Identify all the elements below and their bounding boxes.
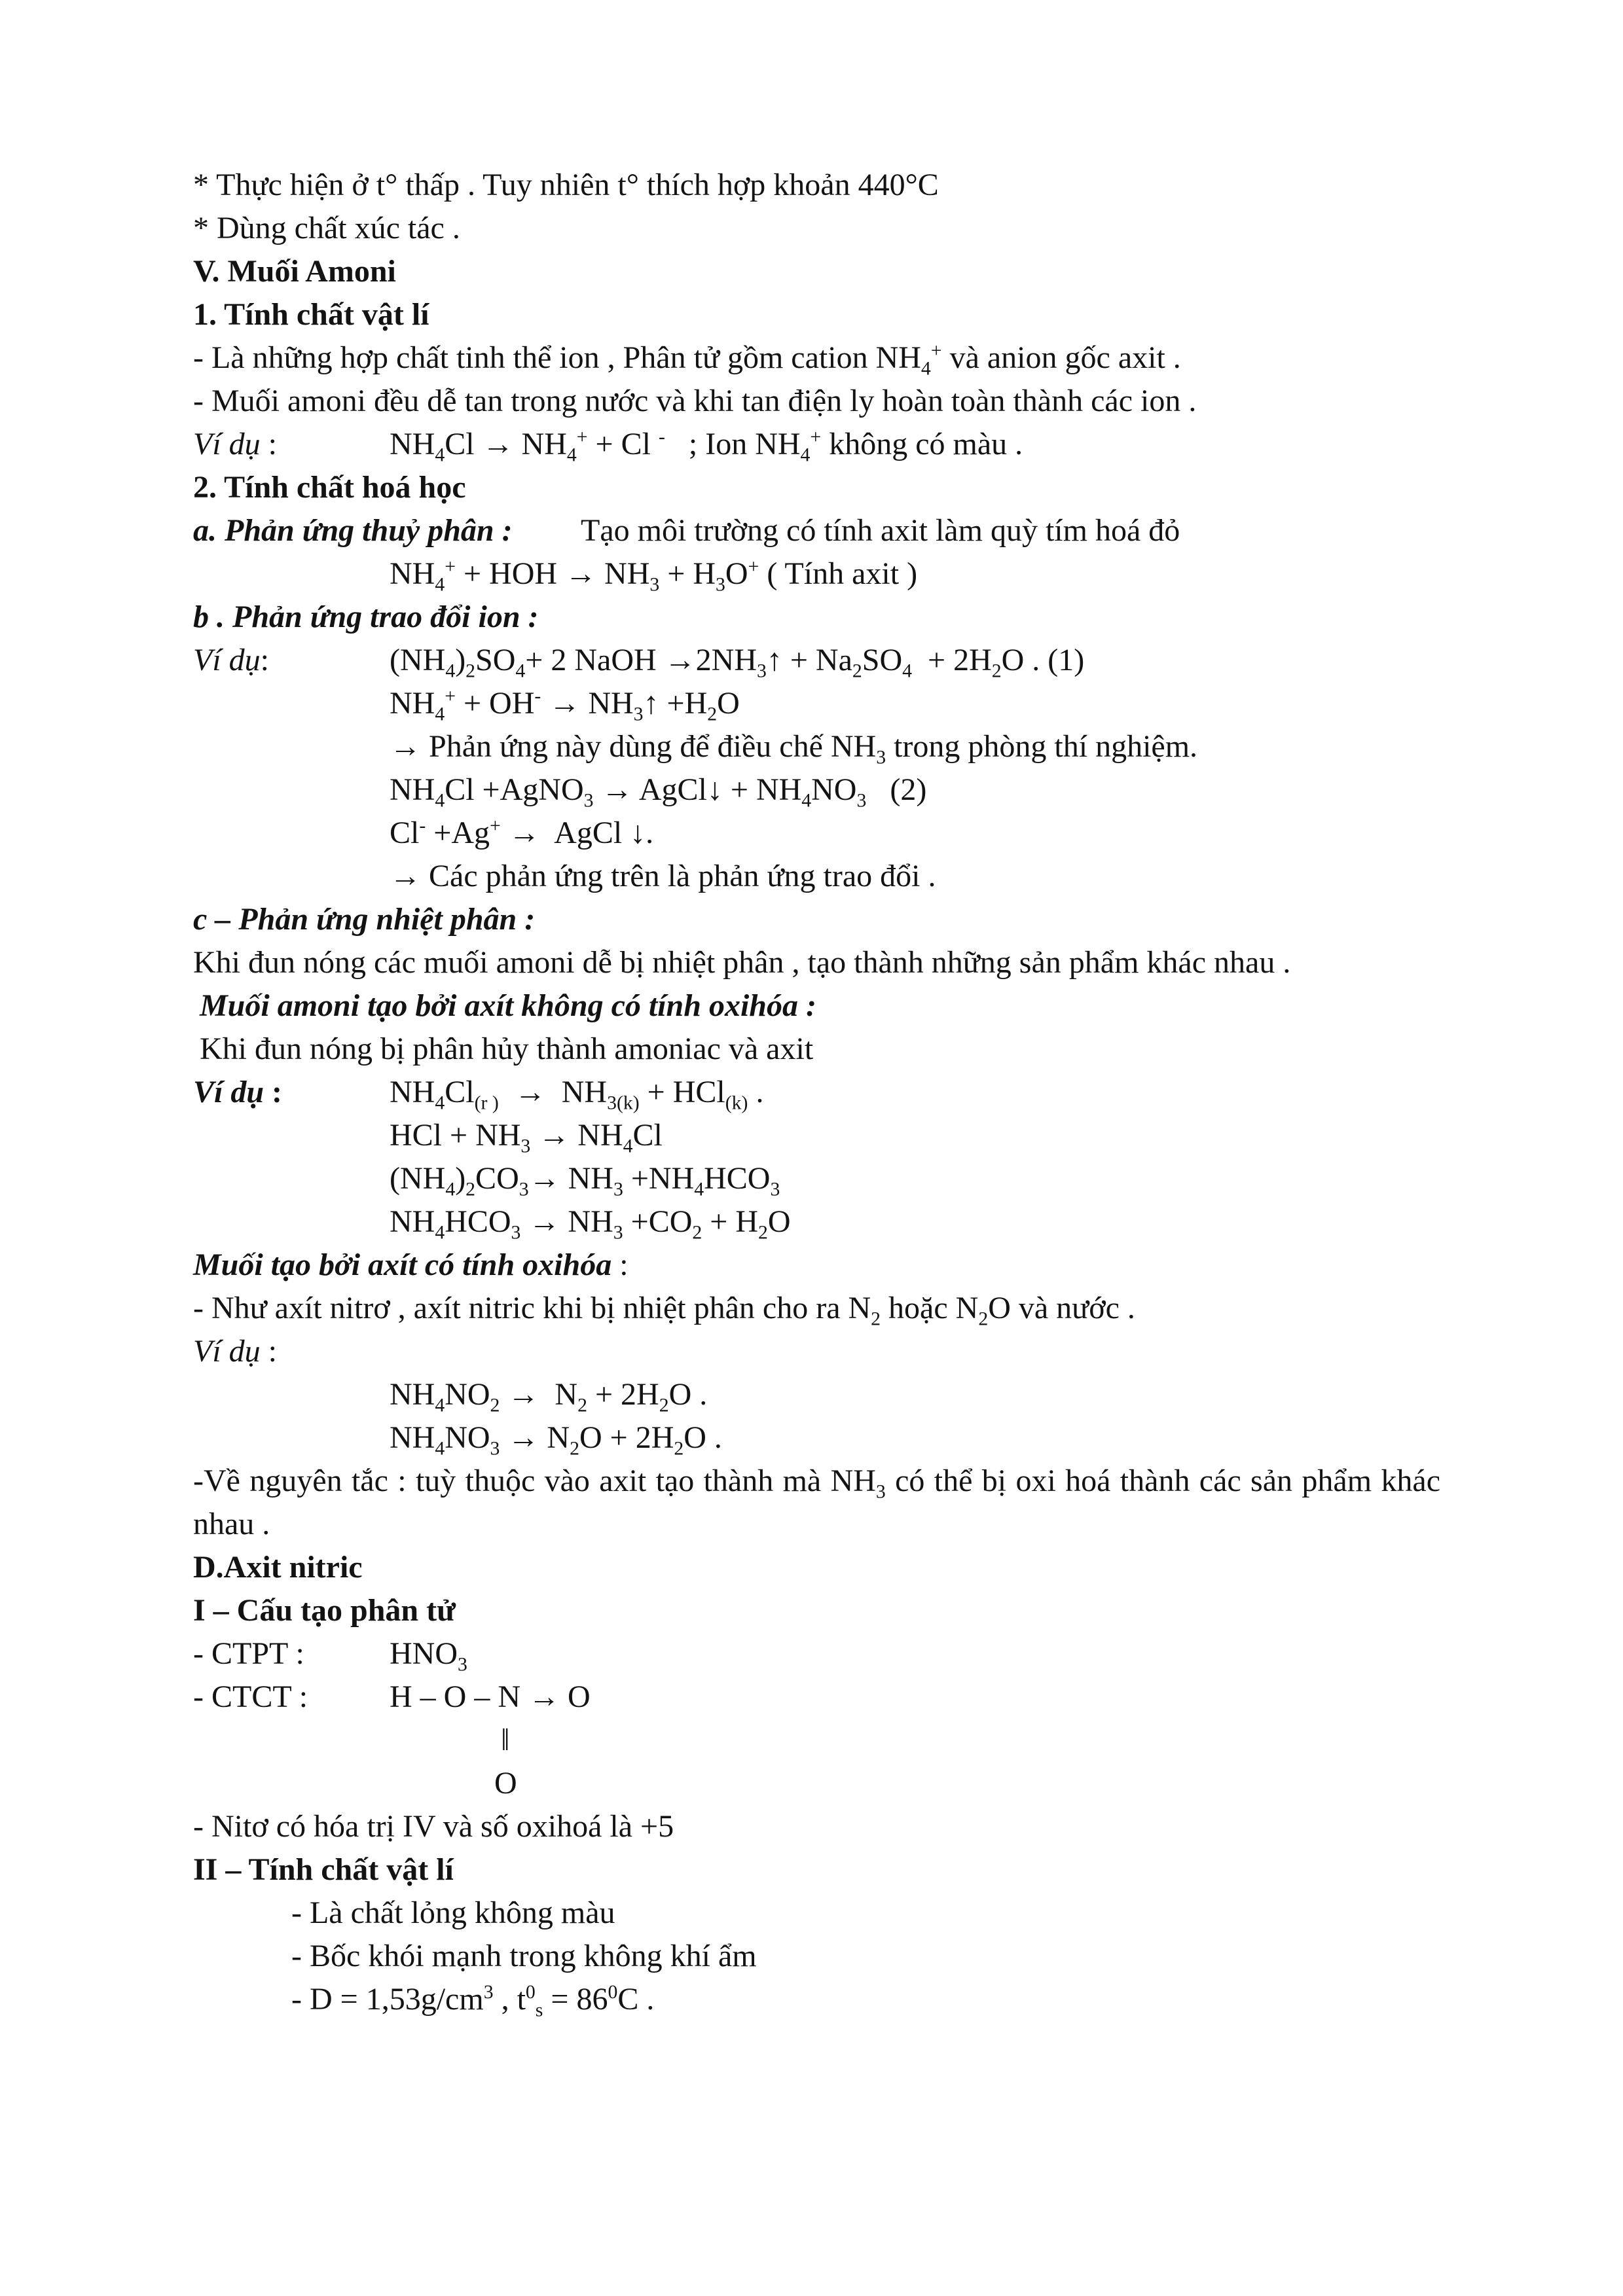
text-run: - Nitơ có hóa trị IV và số oxihoá là +5 [193, 1809, 674, 1844]
text-run: HCl + NH [390, 1118, 521, 1153]
text-run: Khi đun nóng các muối amoni dễ bị nhiệt phân , tạo thành những sản phẩm khác nhau . [193, 945, 1291, 980]
subscript-run: 2 [707, 703, 718, 725]
text-run: : [260, 427, 277, 461]
text-run: ) [455, 643, 466, 677]
text-run: có thể bị oxi hoá thành các sản phẩm khác nhau . [193, 1463, 1448, 1541]
superscript-run: - [419, 815, 426, 836]
text-run: - Là những hợp chất tinh thể ion , Phân tử gồm cation NH [193, 340, 921, 375]
ctct-line [193, 1676, 1440, 1719]
text-run: = 86 [543, 1982, 608, 2017]
subscript-run: 2 [659, 1394, 669, 1416]
text-run: Cl → NH [445, 427, 567, 461]
text-run: : [264, 1075, 283, 1109]
text-run: O và nước . [988, 1291, 1135, 1325]
property-line-colorless [193, 1892, 1440, 1935]
subheading-phan-ung-thuy-phan [193, 509, 1440, 552]
text-run: NH [390, 686, 435, 721]
text-run: Muối tạo bởi axít có tính oxihóa [193, 1247, 612, 1282]
line-part [390, 639, 1084, 682]
subscript-run: 4 [800, 444, 811, 466]
text-run: → Các phản ứng trên là phản ứng trao đổi . [390, 859, 936, 893]
equation-line-nh4no3 [193, 1416, 1440, 1460]
subscript-run: 4 [435, 703, 445, 725]
text-run: + 2 NaOH →2NH [525, 643, 757, 677]
text-run: O [494, 1766, 517, 1801]
text-run: → N [500, 1420, 570, 1455]
text-run: - Muối amoni đều dễ tan trong nước và khi tan điện ly hoàn toàn thành các ion . [193, 384, 1197, 418]
text-run: O [767, 1204, 791, 1239]
text-run: 1. Tính chất vật lí [193, 297, 429, 332]
text-run: và anion gốc axit . [941, 340, 1181, 375]
subscript-run: 3 [875, 1480, 886, 1503]
text-run: Ví dụ [193, 643, 261, 677]
subscript-run: 3 [511, 1221, 521, 1244]
subscript-run: 3 [583, 789, 594, 812]
text-line-nitric-decompose [193, 1287, 1440, 1330]
subscript-run: (r ) [474, 1092, 499, 1114]
equation-note-nh3-preparation [193, 725, 1440, 768]
subscript-run: 3 [770, 1178, 780, 1200]
text-run: O + 2H [579, 1420, 674, 1455]
text-run: Cl +AgNO [445, 772, 584, 807]
text-run: trong phòng thí nghiệm. [886, 729, 1198, 764]
example-line-nh4cl-dissociation [193, 423, 1440, 466]
subheading-phan-ung-trao-doi-ion [193, 596, 1440, 639]
subheading-phan-ung-nhiet-phan [193, 898, 1440, 941]
text-run: Tạo môi trường có tính axit làm quỳ tím hoá đỏ [581, 513, 1180, 548]
note-line-temperature [193, 164, 1440, 207]
superscript-run: - [658, 426, 665, 448]
text-run: - D = 1,53g/cm [291, 1982, 484, 2017]
line-part [390, 1676, 591, 1719]
text-line-thermal-decomposition [193, 941, 1440, 984]
line-part [390, 423, 1023, 466]
text-run: a. Phản ứng thuỷ phân : [193, 513, 513, 548]
subscript-run: 2 [465, 660, 476, 682]
subscript-run: 2 [871, 1308, 881, 1330]
subscript-run: 4 [694, 1178, 704, 1200]
text-run: O . [668, 1377, 708, 1412]
superscript-run: + [930, 340, 942, 361]
subscript-run: 2 [490, 1394, 500, 1416]
superscript-run: 3 [483, 1981, 494, 2003]
text-run: Cl [632, 1118, 663, 1153]
subscript-run: 4 [435, 1394, 445, 1416]
equation-line-agno3 [193, 768, 1440, 812]
superscript-run: + [810, 426, 822, 448]
superscript-run: + [748, 556, 759, 577]
subheading-tinh-chat-vat-li [193, 293, 1440, 336]
text-line-valence [193, 1805, 1440, 1848]
subscript-run: 3 [649, 573, 660, 596]
text-run: -Về nguyên tắc : tuỳ thuộc vào axit tạo thành mà NH [193, 1463, 876, 1498]
text-run: C . [617, 1982, 655, 2017]
text-run: - Bốc khói mạnh trong không khí ẩm [291, 1939, 757, 1973]
text-run: HCO [445, 1204, 511, 1239]
text-run: → Phản ứng này dùng để điều chế NH [390, 729, 877, 764]
text-run: : [260, 643, 269, 677]
subheading-cau-tao-phan-tu [193, 1589, 1440, 1632]
text-run: + OH [455, 686, 535, 721]
text-run: NO [811, 772, 857, 807]
superscript-run: + [445, 685, 456, 707]
text-run: V. Muối Amoni [193, 254, 396, 289]
line-part [193, 639, 269, 682]
equation-line-nh4-oh [193, 682, 1440, 725]
text-run: CO [475, 1161, 519, 1196]
text-run: → AgCl ↓. [500, 816, 654, 850]
text-run: ( Tính axit ) [759, 556, 918, 591]
subscript-run: 4 [801, 789, 812, 812]
subscript-run: 3 [756, 660, 767, 682]
subscript-run: 2 [852, 660, 862, 682]
superscript-run: + [490, 815, 501, 836]
equation-line-hcl-nh3 [193, 1114, 1440, 1157]
text-run: ; Ion NH [665, 427, 801, 461]
text-run: ↑ + Na [766, 643, 852, 677]
document-body [193, 164, 1448, 2021]
subscript-run: 3 [613, 1178, 623, 1200]
text-run: ‖ [501, 1723, 510, 1757]
subscript-run: 4 [435, 789, 445, 812]
text-run: NH [390, 772, 435, 807]
subscript-run: 3 [458, 1653, 467, 1676]
superscript-run: - [534, 685, 541, 707]
subscript-run: 3 [715, 573, 725, 596]
superscript-run: 0 [525, 1981, 536, 2003]
text-run: NH [390, 1204, 435, 1239]
text-run: Cl [390, 816, 420, 850]
line-part [193, 423, 277, 466]
subscript-run: 3 [490, 1437, 500, 1460]
text-run: (2) [866, 772, 927, 807]
subscript-run: 4 [921, 357, 931, 380]
text-run: c – Phản ứng nhiệt phân : [193, 902, 536, 937]
subscript-run: 2 [577, 1394, 587, 1416]
text-run: → NH [541, 686, 634, 721]
line-part [193, 1632, 304, 1676]
text-run: (NH [390, 1161, 446, 1196]
text-run: NH [390, 1420, 435, 1455]
text-run: + 2H [912, 643, 992, 677]
text-run: Ví dụ [193, 427, 261, 461]
text-run: NO [445, 1420, 490, 1455]
text-run: NO [445, 1377, 490, 1412]
text-line-solubility [193, 380, 1440, 423]
text-run: + H [659, 556, 716, 591]
text-run: O . [684, 1420, 722, 1455]
text-run: * Dùng chất xúc tác . [193, 211, 460, 245]
subheading-tinh-chat-vat-li-hno3 [193, 1848, 1440, 1892]
double-bond-line [193, 1719, 1440, 1762]
text-run: Ví dụ [193, 1334, 261, 1369]
text-run: NH [390, 556, 435, 591]
subscript-run: 4 [435, 444, 445, 466]
subscript-run: 3 [876, 746, 886, 768]
subscript-run: 2 [465, 1178, 476, 1200]
text-run: + Cl [587, 427, 659, 461]
example-line-nh4cl-thermal [193, 1071, 1440, 1114]
subscript-run: 2 [674, 1437, 684, 1460]
text-run: I – Cấu tạo phân tử [193, 1593, 456, 1628]
text-run: Ví dụ [193, 1075, 264, 1109]
subscript-run: 2 [570, 1437, 579, 1460]
subscript-run: 4 [902, 660, 913, 682]
line-part [193, 1676, 308, 1719]
subheading-tinh-chat-hoa-hoc [193, 466, 1440, 509]
ctpt-line [193, 1632, 1440, 1676]
subscript-run: 2 [692, 1221, 702, 1244]
text-run: + HCl [639, 1075, 725, 1109]
text-run: H – O – N → O [390, 1679, 591, 1714]
text-run: - CTPT : [193, 1636, 304, 1671]
text-line-ion-crystal [193, 336, 1440, 380]
text-run: NH [390, 427, 435, 461]
property-line-density [193, 1978, 1440, 2021]
subscript-run: 4 [435, 573, 445, 596]
superscript-run: + [445, 556, 456, 577]
text-run: Khi đun nóng bị phân hủy thành amoniac và axit [200, 1031, 814, 1066]
subscript-run: 4 [515, 660, 526, 682]
text-run: Cl [445, 1075, 475, 1109]
text-run: - Là chất lỏng không màu [291, 1895, 615, 1930]
example-label-line [193, 1330, 1440, 1373]
equation-line-cl-ag [193, 812, 1440, 855]
text-run: ) [455, 1161, 466, 1196]
section-heading-axit-nitric [193, 1546, 1440, 1589]
text-run: : [611, 1247, 629, 1282]
text-run: + 2H [587, 1377, 659, 1412]
subscript-run: 4 [435, 1221, 445, 1244]
subscript-run: 4 [445, 1178, 456, 1200]
text-run: HCO [704, 1161, 771, 1196]
text-run: → NH [530, 1118, 623, 1153]
property-line-fuming [193, 1935, 1440, 1978]
subscript-run: 4 [623, 1135, 633, 1157]
text-run: , t [493, 1982, 526, 2017]
text-run: → AgCl↓ + NH [593, 772, 802, 807]
subscript-run: 2 [978, 1308, 989, 1330]
line-part [390, 1632, 467, 1676]
note-line-catalyst [193, 207, 1440, 250]
subscript-run: (k) [725, 1092, 748, 1114]
equation-line-nh4no2 [193, 1373, 1440, 1416]
text-run: O [717, 686, 740, 721]
text-run: hoặc N [881, 1291, 979, 1325]
text-run: + H [702, 1204, 758, 1239]
text-run: - Như axít nitrơ , axít nitric khi bị nhiệt phân cho ra N [193, 1291, 871, 1325]
subscript-run: 4 [566, 444, 577, 466]
line-part [581, 509, 1180, 552]
section-heading-muoi-amoni [193, 250, 1440, 293]
text-run: : [260, 1334, 277, 1369]
text-run: SO [475, 643, 516, 677]
text-run: (NH [390, 643, 446, 677]
subscript-run: 3 [519, 1178, 529, 1200]
text-run: NH [390, 1377, 435, 1412]
subheading-muoi-axit-khong-oxihoa [193, 984, 1440, 1028]
text-run: - CTCT : [193, 1679, 308, 1714]
subscript-run: 4 [445, 660, 456, 682]
text-run: SO [862, 643, 903, 677]
equation-line-nh4hco3 [193, 1200, 1440, 1244]
line-part [193, 509, 513, 552]
subscript-run: 2 [991, 660, 1002, 682]
oxygen-atom-line [193, 1762, 1440, 1805]
text-line-decompose-to-ammonia [193, 1028, 1440, 1071]
text-run: b . Phản ứng trao đổi ion : [193, 600, 539, 634]
text-run: +Ag [426, 816, 490, 850]
example-line-naoh-reaction [193, 639, 1440, 682]
text-run: không có màu . [821, 427, 1023, 461]
subscript-run: s [535, 1999, 543, 2021]
text-run: O [725, 556, 748, 591]
text-run: ↑ +H [643, 686, 708, 721]
text-run: NH [390, 1075, 435, 1109]
text-run: → N [500, 1377, 578, 1412]
text-run: 2. Tính chất hoá học [193, 470, 466, 505]
line-part [390, 1071, 763, 1114]
text-run: II – Tính chất vật lí [193, 1852, 454, 1887]
superscript-run: 0 [608, 1981, 618, 2003]
equation-note-exchange [193, 855, 1440, 898]
subheading-muoi-axit-co-oxihoa [193, 1244, 1440, 1287]
subscript-run: 2 [757, 1221, 768, 1244]
equation-line-nh4-carbonate [193, 1157, 1440, 1200]
text-run: → NH [498, 1075, 608, 1109]
subscript-run: 3 [613, 1221, 623, 1244]
text-run: D.Axit nitric [193, 1550, 363, 1585]
subscript-run: 4 [435, 1092, 445, 1114]
subscript-run: 4 [435, 1437, 445, 1460]
text-run: * Thực hiện ở t° thấp . Tuy nhiên t° thích hợp khoản 440°C [193, 168, 939, 202]
subscript-run: 3 [520, 1135, 531, 1157]
text-run: +NH [623, 1161, 695, 1196]
text-run: . [748, 1075, 764, 1109]
text-run: O . (1) [1001, 643, 1085, 677]
equation-line-hydrolysis [193, 552, 1440, 596]
paragraph-principle [193, 1460, 1448, 1546]
text-run: HNO [390, 1636, 458, 1671]
text-run: Muối amoni tạo bởi axít không có tính oxihóa : [200, 988, 816, 1023]
text-run: + HOH → NH [455, 556, 650, 591]
text-run: +CO [623, 1204, 693, 1239]
subscript-run: 3(k) [607, 1092, 640, 1114]
subscript-run: 3 [633, 703, 644, 725]
line-part [193, 1071, 282, 1114]
superscript-run: + [576, 426, 588, 448]
text-run: → NH [528, 1161, 613, 1196]
text-run: → NH [520, 1204, 613, 1239]
subscript-run: 3 [856, 789, 867, 812]
